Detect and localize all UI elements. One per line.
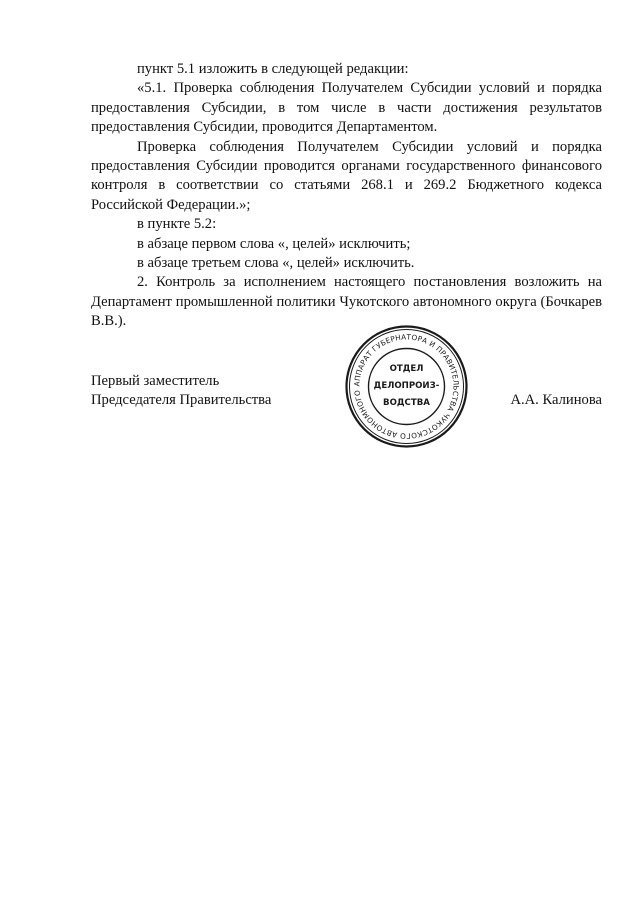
stamp-center-line2: ДЕЛОПРОИЗ- — [373, 381, 440, 391]
signature-name: А.А. Калинова — [510, 392, 602, 408]
paragraph-control-assignment: 2. Контроль за исполнением настоящего постановления возложить на Департамент промышленной политики Чукотского автономного округа (Бочкарев В.В.). — [91, 274, 602, 330]
stamp-center-line1: ОТДЕЛ — [389, 364, 424, 374]
paragraph-first-abzac: в абзаце первом слова «, целей» исключить; — [137, 235, 411, 252]
official-stamp — [344, 324, 469, 449]
paragraph-intro: пункт 5.1 изложить в следующей редакции: — [137, 61, 409, 77]
signature-title — [91, 372, 271, 411]
paragraph-third-abzac: в абзаце третьем слова «, целей» исключить. — [137, 255, 415, 272]
paragraph-control-check: Проверка соблюдения Получателем Субсидии условий и порядка предоставления Субсидии проводится органами государственного финансового контроля в соответствии со статьями 268.1 и 269.2 Бюджетного кодекса Российской Федерации.»; — [91, 138, 602, 213]
document-body — [91, 60, 602, 332]
signature-title-line1: Первый заместитель — [91, 373, 220, 389]
stamp-center-line3: ВОДСТВА — [383, 398, 430, 408]
stamp-seal-icon — [344, 324, 469, 449]
signature-title-line2: Председателя Правительства — [91, 392, 272, 409]
stamp-ring-text: АППАРАТ ГУБЕРНАТОРА И ПРАВИТЕЛЬСТВА ЧУКОТСКОГО АВТОНОМНОГО — [352, 332, 461, 441]
paragraph-5-1-quote: «5.1. Проверка соблюдения Получателем Субсидии условий и порядка предоставления Субсидии, в том числе в части достижения результатов предоставления Субсидии, проводится Департаментом. — [91, 80, 602, 136]
paragraph-5-2: в пункте 5.2: — [137, 216, 217, 233]
